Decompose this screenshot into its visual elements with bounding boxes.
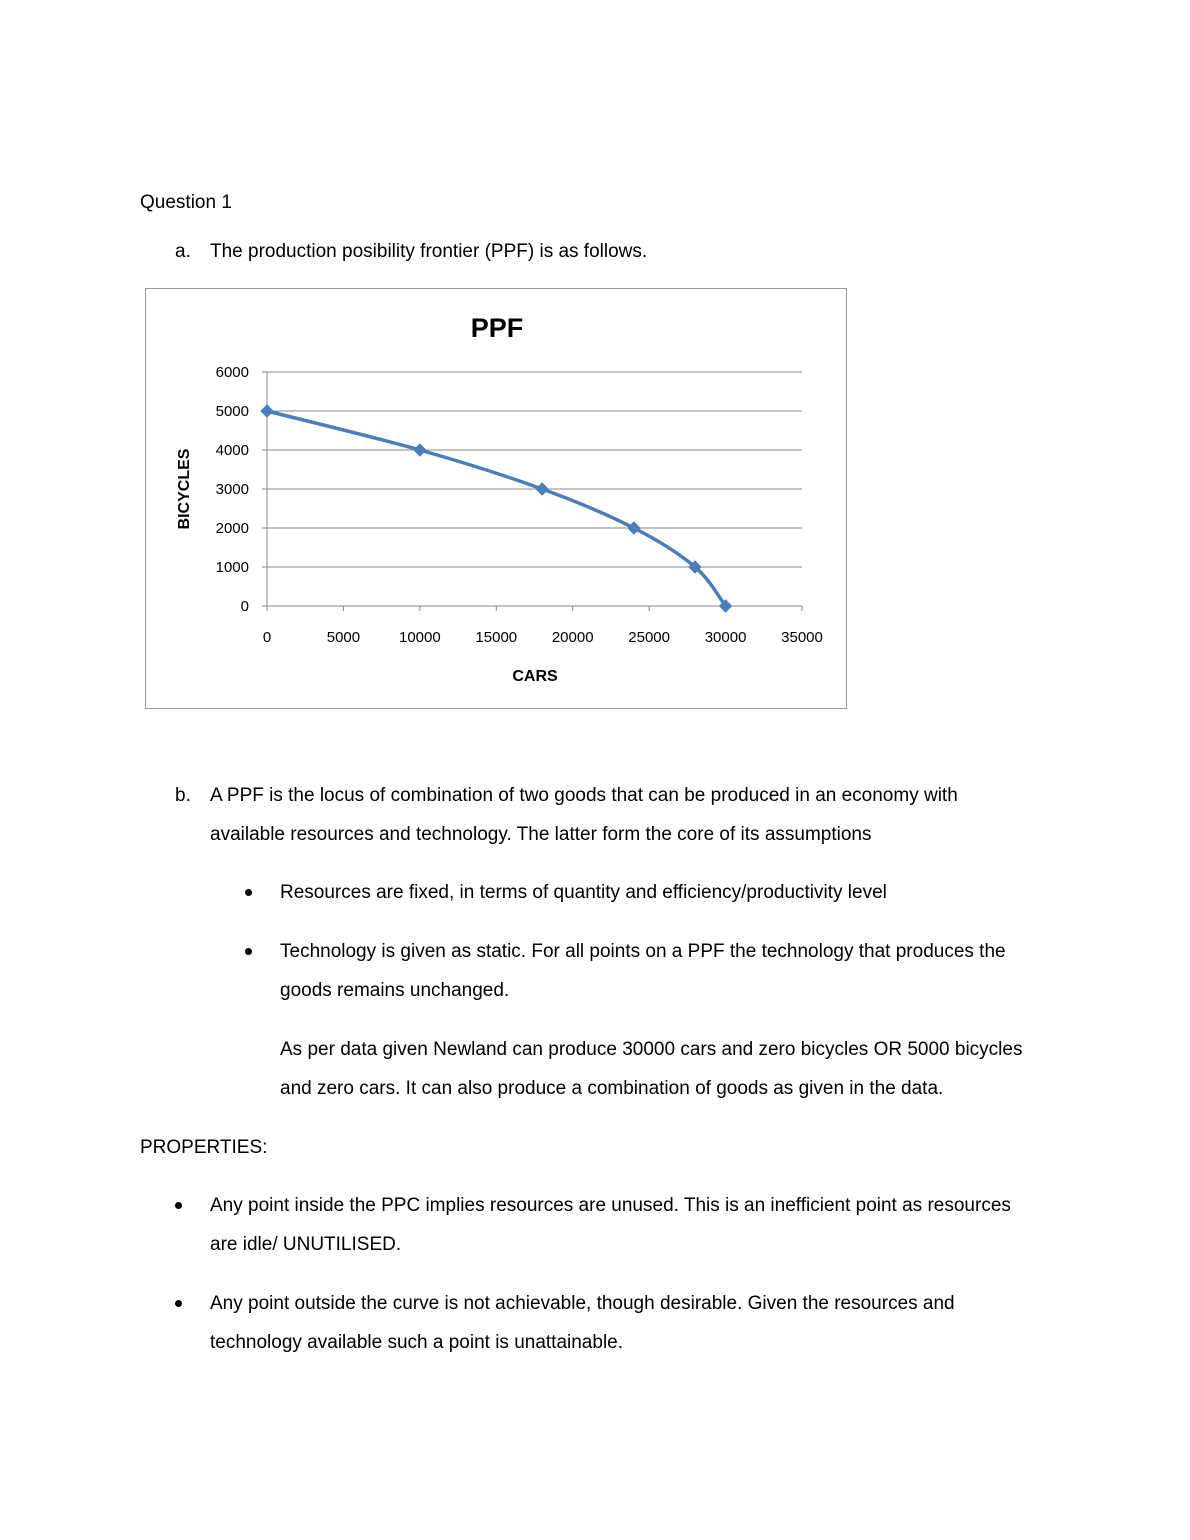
chart-x-tick-label: 20000 xyxy=(551,629,594,646)
ppf-curve-line xyxy=(267,411,726,606)
property-item: Any point inside the PPC implies resources are unused. This is an inefficient point as resources are idle/ UNUTILISED. xyxy=(210,1195,1011,1255)
chart-y-tick-label: 6000 xyxy=(215,364,249,381)
part-a-marker: a. xyxy=(175,241,191,262)
assumption-item: Technology is given as static. For all points on a PPF the technology that produces the goods remains unchanged. xyxy=(280,941,1006,1001)
chart-y-tick-label: 5000 xyxy=(215,403,249,420)
chart-y-tick-label: 2000 xyxy=(215,520,249,537)
chart-y-tick-label: 4000 xyxy=(215,442,249,459)
chart-y-tick-label: 0 xyxy=(240,598,249,615)
property-item: Any point outside the curve is not achievable, though desirable. Given the resources and technology available such a point is unattainable. xyxy=(210,1293,955,1353)
chart-tick-labels xyxy=(216,364,823,646)
part-a-text: The production posibility frontier (PPF) is as follows. xyxy=(210,241,648,262)
chart-x-tick-label: 30000 xyxy=(704,629,747,646)
bullet-icon xyxy=(175,1202,182,1209)
assumption-item: Resources are fixed, in terms of quantity and efficiency/productivity level xyxy=(280,882,887,903)
question-heading: Question 1 xyxy=(140,192,232,213)
part-b-marker: b. xyxy=(175,785,191,806)
newland-note: As per data given Newland can produce 30000 cars and zero bicycles OR 5000 bicycles and zero cars. It can also produce a combination of goods as given in the data. xyxy=(280,1039,1023,1099)
ppf-data-point xyxy=(261,405,273,417)
chart-title: PPF xyxy=(470,313,524,343)
chart-y-axis-label: BICYCLES xyxy=(176,448,193,530)
properties-heading: PROPERTIES: xyxy=(140,1137,268,1158)
chart-axes xyxy=(262,372,802,611)
chart-y-tick-label: 3000 xyxy=(215,481,249,498)
chart-x-tick-label: 0 xyxy=(262,629,272,646)
part-b-paragraph: A PPF is the locus of combination of two goods that can be produced in an economy with available resources and technology. The latter form the core of its assumptions xyxy=(210,785,958,845)
chart-gridlines xyxy=(267,372,802,567)
ppf-data-point xyxy=(536,483,548,495)
chart-x-tick-label: 10000 xyxy=(398,629,441,646)
chart-y-tick-label: 1000 xyxy=(215,559,249,576)
ppf-data-point xyxy=(414,444,426,456)
chart-x-tick-label: 5000 xyxy=(326,629,361,646)
chart-x-tick-label: 35000 xyxy=(781,629,823,646)
chart-x-tick-label: 25000 xyxy=(628,629,671,646)
chart-x-tick-label: 15000 xyxy=(475,629,518,646)
ppf-data-point xyxy=(628,522,640,534)
bullet-icon xyxy=(245,889,252,896)
chart-series xyxy=(261,405,732,612)
ppf-chart-svg xyxy=(146,289,846,708)
bullet-icon xyxy=(245,948,252,955)
ppf-chart xyxy=(145,288,847,709)
chart-x-axis-label: CARS xyxy=(512,668,558,685)
bullet-icon xyxy=(175,1300,182,1307)
